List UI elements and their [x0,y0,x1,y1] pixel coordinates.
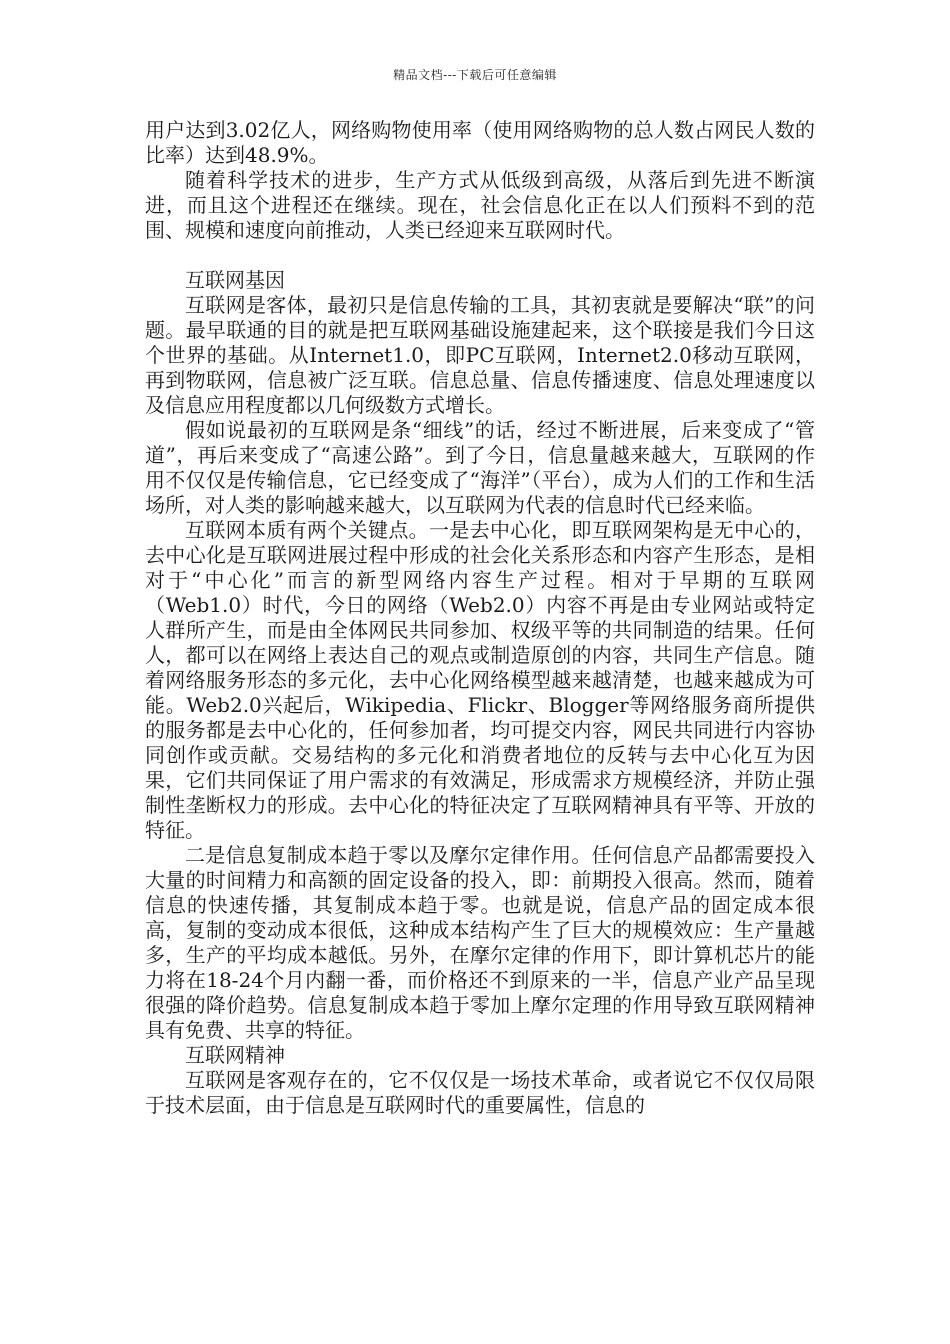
paragraph-continuation: 用户达到3.02亿人，网络购物使用率（使用网络购物的总人数占网民人数的比率）达到48.9%。 [145,118,815,167]
blank-line [145,243,815,268]
section-heading: 互联网精神 [185,1043,285,1067]
paragraph: 二是信息复制成本趋于零以及摩尔定律作用。任何信息产品都需要投入大量的时间精力和高额的固定设备的投入，即：前期投入很高。然而，随着信息的快速传播，其复制成本趋于零。也就是说，信息产品的固定成本很高，复制的变动成本很低，这种成本结构产生了巨大的规模效应：生产量越多，生产的平均成本越低。另外，在摩尔定律的作用下，即计算机芯片的能力将在18-24个月内翻一番，而价格还不到原来的一半，信息产业产品呈现很强的降价趋势。信息复制成本趋于零加上摩尔定理的作用导致互联网精神具有免费、共享的特征。 [145,843,815,1042]
paragraph: 互联网本质有两个关键点。一是去中心化，即互联网架构是无中心的，去中心化是互联网进展过程中形成的社会化关系形态和内容产生形态，是相对于“中心化”而言的新型网络内容生产过程。相对于早期的互联网（Web1.0）时代，今日的网络（Web2.0）内容不再是由专业网站或特定人群所产生，而是由全体网民共同参加、权级平等的共同制造的结果。任何人，都可以在网络上表达自己的观点或制造原创的内容，共同生产信息。随着网络服务形态的多元化，去中心化网络模型越来越清楚，也越来越成为可能。Web2.0兴起后，Wikipedia、Flickr、Blogger等网络服务商所提供的服务都是去中心化的，任何参加者，均可提交内容，网民共同进行内容协同创作或贡献。交易结构的多元化和消费者地位的反转与去中心化互为因果，它们共同保证了用户需求的有效满足，形成需求方规模经济，并防止强制性垄断权力的形成。去中心化的特征决定了互联网精神具有平等、开放的特征。 [145,518,815,842]
paragraph: 互联网是客体，最初只是信息传输的工具，其初衷就是要解决“联”的问题。最早联通的目的就是把互联网基础设施建起来，这个联接是我们今日这个世界的基础。从Internet1.0，即PC互联网，Internet2.0移动互联网，再到物联网，信息被广泛互联。信息总量、信息传播速度、信息处理速度以及信息应用程度都以几何级数方式增长。 [145,293,815,417]
paragraph: 互联网是客观存在的，它不仅仅是一场技术革命，或者说它不仅仅局限于技术层面，由于信息是互联网时代的重要属性，信息的 [145,1068,815,1117]
paragraph: 随着科学技术的进步，生产方式从低级到高级，从落后到先进不断演进，而且这个进程还在继续。现在，社会信息化正在以人们预料不到的范围、规模和速度向前推动，人类已经迎来互联网时代。 [145,168,815,242]
section-heading: 互联网基因 [185,268,285,292]
page-header: 精品文档---下载后可任意编辑 [393,68,557,82]
document-body [145,118,815,1118]
paragraph: 假如说最初的互联网是条“细线”的话，经过不断进展，后来变成了“管道”，再后来变成了“高速公路”。到了今日，信息量越来越大，互联网的作用不仅仅是传输信息，它已经变成了“海洋”（平台），成为人们的工作和生活场所，对人类的影响越来越大，以互联网为代表的信息时代已经来临。 [145,418,815,517]
